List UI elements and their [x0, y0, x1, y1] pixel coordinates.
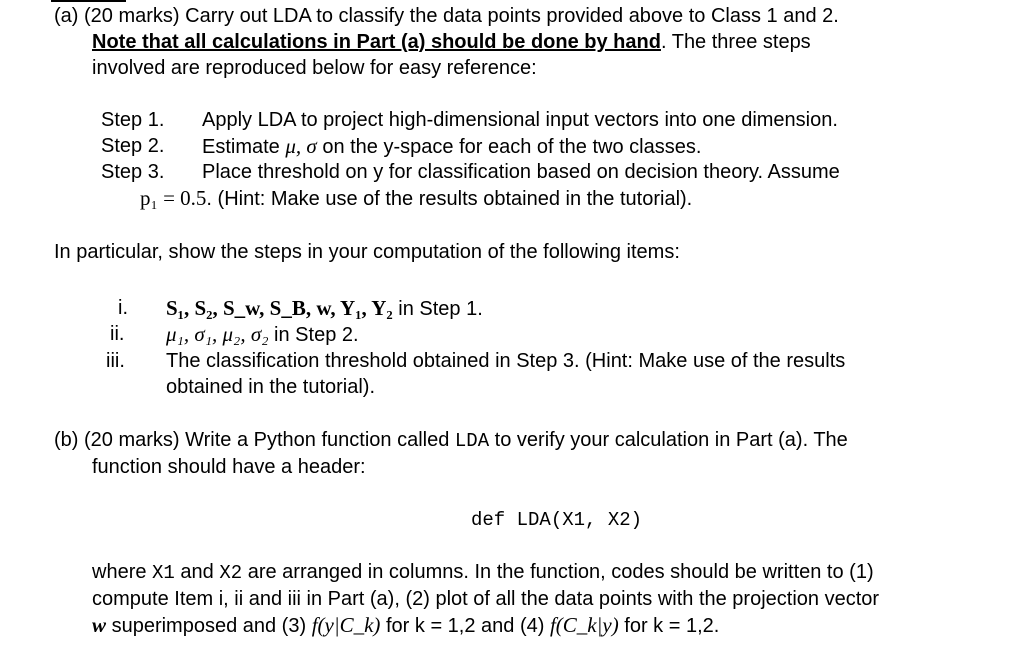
- part-a-intro: (a) (20 marks) Carry out LDA to classify the data points provided above to Class 1 and 2.: [54, 5, 839, 27]
- where-rest: are arranged in columns. In the function, codes should be written to (1): [242, 561, 874, 583]
- step-2-pre: Estimate: [202, 136, 286, 158]
- last-math-2: f(C_k|y): [549, 613, 619, 637]
- last-text-3: for k = 1,2.: [618, 615, 720, 637]
- part-b-code-name: LDA: [454, 430, 490, 452]
- part-a-note: Note that all calculations in Part (a) should be done by hand: [92, 31, 661, 53]
- item-i-text: in Step 1.: [392, 298, 483, 320]
- item-ii-text: in Step 2.: [268, 324, 359, 346]
- where-line: [92, 560, 874, 585]
- item-i: [166, 296, 483, 321]
- top-rule: [51, 0, 126, 2]
- item-iii-text-2: obtained in the tutorial).: [166, 376, 376, 398]
- item-iii-text: The classification threshold obtained in Step 3. (Hint: Make use of the results: [166, 350, 846, 372]
- where-x2: X2: [219, 562, 243, 584]
- part-a-line-3-text: involved are reproduced below for easy reference:: [92, 57, 537, 79]
- particular-line: [54, 240, 680, 264]
- code-header-text: def LDA(X1, X2): [471, 509, 643, 531]
- step-2-label: Step 2.: [101, 135, 165, 157]
- part-a-line-2-rest: . The three steps: [660, 31, 811, 53]
- step-1-text: [202, 108, 838, 132]
- item-iii-cont: [166, 375, 375, 399]
- item-ii: [166, 322, 359, 347]
- last-text-2: for k = 1,2 and (4): [380, 615, 550, 637]
- step-3-label: Step 3.: [101, 161, 165, 183]
- last-math-1: f(y|C_k): [311, 613, 381, 637]
- step-3-math: p₁ = 0.5: [140, 186, 207, 210]
- item-i-number: i.: [118, 297, 128, 319]
- part-b-line-1: [54, 428, 848, 453]
- item-i-math: S₁, S₂, S_w, S_B, w, Y₁, Y₂: [166, 296, 393, 320]
- step-1: [101, 108, 164, 132]
- code-header: [471, 507, 642, 532]
- part-b-post: to verify your calculation in Part (a). The: [489, 429, 848, 451]
- step-1-description: Apply LDA to project high-dimensional input vectors into one dimension.: [202, 109, 838, 131]
- step-2: [101, 134, 164, 158]
- where-prefix: where: [92, 561, 153, 583]
- step-2-text: [202, 134, 701, 159]
- step-3-hint: . (Hint: Make use of the results obtained in the tutorial).: [206, 188, 693, 210]
- item-ii-math: μ₁, σ₁, μ₂, σ₂: [166, 322, 269, 346]
- compute-text: compute Item i, ii and iii in Part (a), (2) plot of all the data points with the projection vector: [92, 588, 880, 610]
- step-2-post: on the y-space for each of the two classes.: [316, 136, 702, 158]
- step-1-label: Step 1.: [101, 109, 165, 131]
- part-a-line-2: [92, 30, 811, 54]
- vector-w: w: [92, 613, 107, 637]
- step-2-math: μ, σ: [285, 134, 317, 158]
- step-3-description: Place threshold on y for classification based on decision theory. Assume: [202, 161, 840, 183]
- part-a-line-3: [92, 56, 537, 80]
- item-iii: [166, 349, 845, 373]
- step-3: [101, 160, 164, 184]
- item-ii-number: ii.: [110, 323, 125, 345]
- item-ii-num: [110, 322, 124, 346]
- compute-line: [92, 587, 879, 611]
- part-b-line-2: [92, 455, 366, 479]
- item-i-num: [118, 296, 128, 320]
- particular-text: In particular, show the steps in your computation of the following items:: [54, 241, 680, 263]
- where-and: and: [174, 561, 220, 583]
- part-a-line-1: [54, 4, 839, 28]
- where-x1: X1: [152, 562, 175, 584]
- step-3-text: [202, 160, 840, 184]
- last-line: [92, 613, 719, 638]
- step-3-continuation: [140, 186, 692, 211]
- part-b-pre: (b) (20 marks) Write a Python function called: [54, 429, 455, 451]
- last-text-1: superimposed and (3): [106, 615, 312, 637]
- item-iii-num: [106, 349, 125, 373]
- part-b-line-2-text: function should have a header:: [92, 456, 366, 478]
- item-iii-number: iii.: [106, 350, 125, 372]
